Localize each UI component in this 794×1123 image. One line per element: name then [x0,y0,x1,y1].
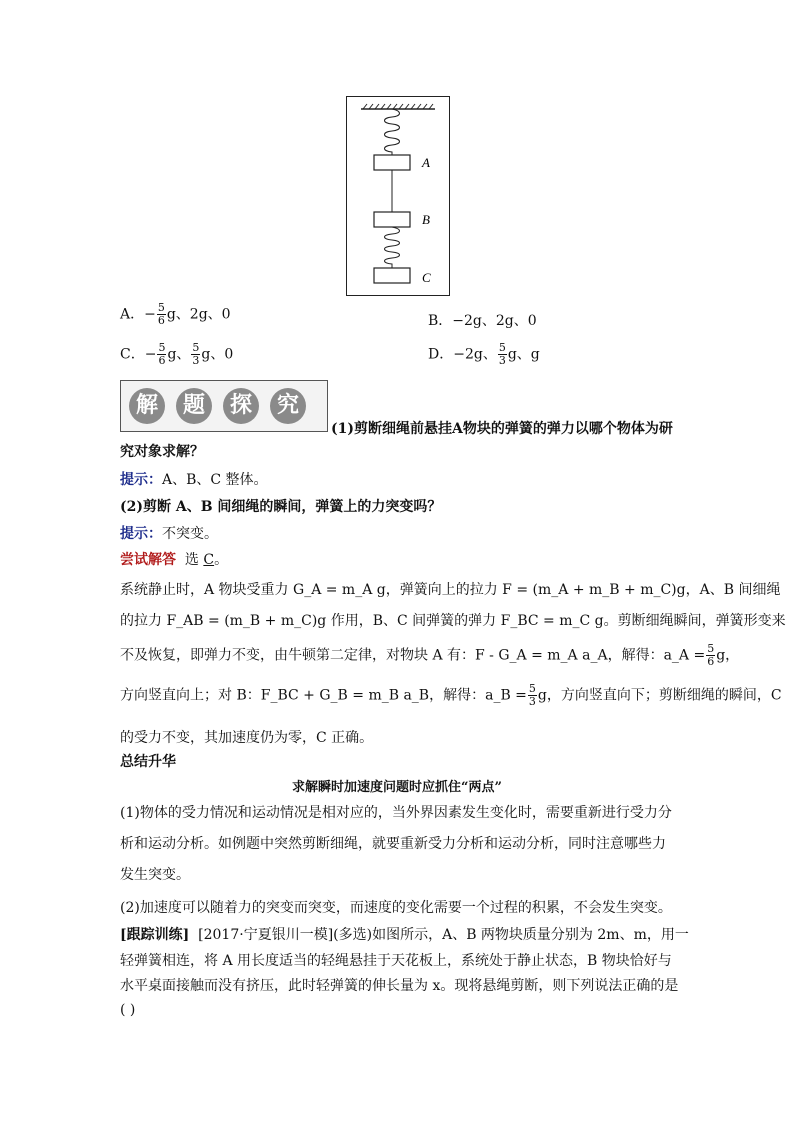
summary-heading: 总结升华 [120,754,176,770]
spring-block-diagram [347,97,449,295]
option-a: A．− $\frac{5}{6}$ g、2g、0 [120,301,231,327]
top-spring [385,109,400,155]
hint-2: 提示：不突变。 [120,526,218,542]
question-2: (2)剪断 A、B 间细绳的瞬间，弹簧上的力突变吗？ [120,499,442,515]
banner-char-2: 题 [176,388,212,424]
label-b: B [422,212,430,227]
label-c: C [422,270,431,285]
question-1: (1)剪断细绳前悬挂A物块的弹簧的弹力以哪个物体为研 [331,421,673,437]
spring-block-figure [346,96,450,296]
block-a [374,155,410,170]
hint-1: 提示：A、B、C 整体。 [120,472,268,488]
summary-p1-line-3: 发生突变。 [120,867,190,883]
question-1-cont: 究对象求解？ [120,444,204,460]
summary-title: 求解瞬时加速度问题时应抓住“两点” [292,780,502,795]
option-d: D．−2g、 $\frac{5}{3}$ g、g [428,341,540,367]
block-b [374,212,410,227]
solution-line-5: 的受力不变，其加速度仍为零，C 正确。 [120,730,374,746]
option-b: B．−2g、2g、0 [428,313,537,329]
solution-line-4: 方向竖直向上；对 B：F_BC + G_B = m_B a_B，解得：a_B = $\frac{5}{3}$ g，方向竖直向下；剪断细绳的瞬间，C [120,682,782,708]
option-c: C．− $\frac{5}{6}$ g、 $\frac{5}{3}$ g、0 [120,341,234,367]
jieti-tanjiu-banner [120,380,328,432]
solution-line-2: 的拉力 F_AB = (m_B + m_C)g 作用，B、C 间弹簧的弹力 F_BC = m_C g。剪断细绳瞬间，弹簧形变来 [120,613,786,629]
solution-line-3: 不及恢复，即弹力不变，由牛顿第二定律，对物块 A 有：F - G_A = m_A a_A，解得：a_A = $\frac{5}{6}$ g， [120,642,740,668]
practice-line-2: 轻弹簧相连，将 A 用长度适当的轻绳悬挂于天花板上，系统处于静止状态，B 物块恰好与 [120,953,672,969]
answer-line: 尝试解答 选 C。 [120,552,229,568]
bottom-spring [385,227,400,268]
summary-p2: (2)加速度可以随着力的突变而突变，而速度的变化需要一个过程的积累，不会发生突变。 [120,900,672,916]
banner-char-4: 究 [270,388,306,424]
practice-line-1: [跟踪训练] [2017·宁夏银川一模](多选)如图所示，A、B 两物块质量分别为 2m、m，用一 [120,927,689,943]
summary-p1-line-1: (1)物体的受力情况和运动情况是相对应的，当外界因素发生变化时，需要重新进行受力分 [120,805,672,821]
banner-char-1: 解 [129,388,165,424]
summary-p1-line-2: 析和运动分析。如例题中突然剪断细绳，就要重新受力分析和运动分析，同时注意哪些力 [120,836,666,852]
practice-line-4: ( ) [120,1002,136,1018]
label-a: A [422,155,430,170]
solution-line-1: 系统静止时，A 物块受重力 G_A = m_A g，弹簧向上的拉力 F = (m_A + m_B + m_C)g，A、B 间细绳 [120,582,781,598]
banner-char-3: 探 [223,388,259,424]
block-c [374,268,410,283]
practice-line-3: 水平桌面接触而没有挤压，此时轻弹簧的伸长量为 x。现将悬绳剪断，则下列说法正确的是 [120,978,679,994]
